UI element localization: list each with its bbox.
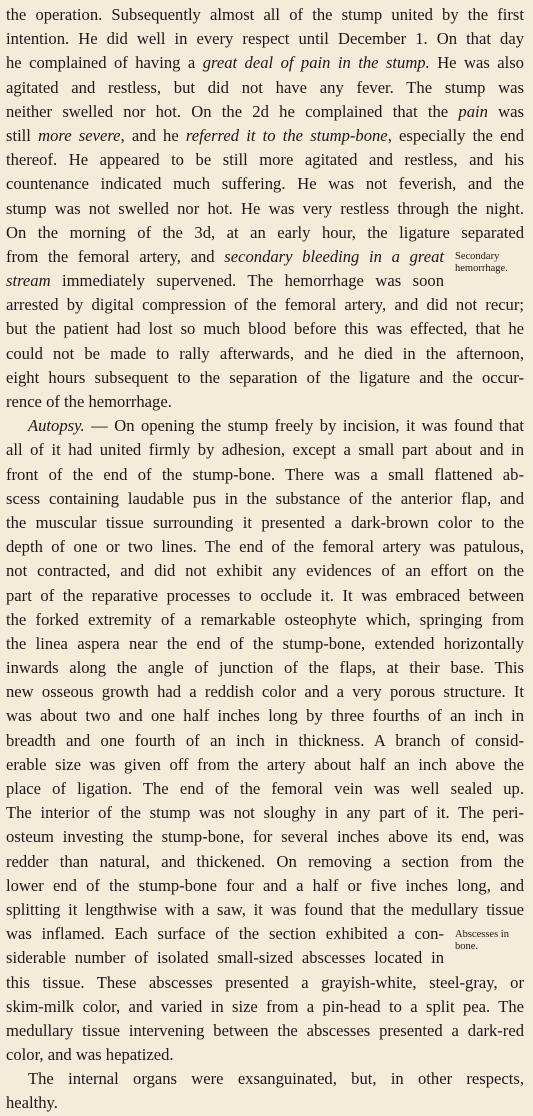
text-line xyxy=(6,680,524,704)
text-line xyxy=(6,390,524,414)
text-segment: The internal organs were exsanguinated, but, in other respects, xyxy=(28,1069,524,1089)
italic-text: Autopsy. xyxy=(28,416,85,436)
text-line xyxy=(6,293,524,317)
text-line xyxy=(6,414,524,438)
text-line xyxy=(6,511,524,535)
text-segment: He was also xyxy=(429,53,524,73)
text-segment: countenance indicated much suffering. He was not feverish, and the xyxy=(6,174,524,194)
text-segment: osteum investing the stump-bone, for several inches above its end, was xyxy=(6,827,524,847)
text-segment: was xyxy=(487,101,524,121)
text-line xyxy=(6,51,524,75)
text-segment: On the morning of the 3d, at an early hour, the ligature separated xyxy=(6,222,524,242)
text-segment: front of the end of the stump-bone. There was a small flattened ab- xyxy=(6,464,524,484)
italic-text: secondary bleeding in a great xyxy=(224,246,445,266)
text-line xyxy=(6,366,524,390)
text-segment: — On opening the stump freely by incision, it was found that xyxy=(84,416,524,436)
text-segment: inwards along the angle of junction of the flaps, at their base. This xyxy=(6,658,524,678)
text-segment: neither swelled nor hot. On the 2d he complained that the xyxy=(6,101,459,121)
text-segment: was about two and one half inches long by three fourths of an inch in xyxy=(6,706,524,726)
text-segment: thereof. He appeared to be still more agitated and restless, and his xyxy=(6,150,524,170)
text-segment: , and he xyxy=(120,125,186,145)
text-segment: erable size was given off from the artery about half an inch above the xyxy=(6,754,524,774)
text-line xyxy=(6,704,524,728)
text-segment: healthy. xyxy=(6,1093,58,1113)
text-line xyxy=(6,995,524,1019)
text-segment: redder than natural, and thickened. On removing a section from the xyxy=(6,851,524,871)
margin-note-secondary xyxy=(455,251,508,275)
text-segment: but the patient had lost so much blood before this was effected, that he xyxy=(6,319,524,339)
text-line xyxy=(6,463,524,487)
text-line xyxy=(6,729,524,753)
text-line xyxy=(6,3,524,27)
text-segment: splitting it lengthwise with a saw, it was found that the medullary tissue xyxy=(6,899,524,919)
italic-text: stream xyxy=(6,271,51,291)
text-segment: , especially the end xyxy=(387,125,524,145)
text-line xyxy=(6,608,524,632)
text-line xyxy=(6,1019,524,1043)
text-line xyxy=(6,656,524,680)
text-segment: immediately supervened. The hemorrhage was soon xyxy=(50,271,444,291)
text-line xyxy=(6,874,524,898)
text-line xyxy=(6,487,524,511)
text-segment: not contracted, and did not exhibit any evidences of an effort on the xyxy=(6,561,524,581)
text-segment: lower end of the stump-bone four and a half or five inches long, and xyxy=(6,875,524,895)
text-line xyxy=(6,317,524,341)
text-line xyxy=(6,124,524,148)
text-line xyxy=(6,535,524,559)
text-segment: color, and was hepatized. xyxy=(6,1045,174,1065)
text-segment: medullary tissue intervening between the abscesses presented a dark-red xyxy=(6,1020,524,1040)
text-segment: agitated and restless, but did not have any fever. The stump was xyxy=(6,77,524,97)
text-line xyxy=(6,777,524,801)
text-segment: skim-milk color, and varied in size from a pin-head to a split pea. The xyxy=(6,996,524,1016)
text-segment: eight hours subsequent to the separation of the ligature and the occur- xyxy=(6,367,524,387)
text-segment: the muscular tissue surrounding it presented a dark-brown color to the xyxy=(6,512,524,532)
text-segment: the forked extremity of a remarkable osteophyte which, springing from xyxy=(6,609,524,629)
margin-note-line: bone. xyxy=(455,940,479,952)
text-line xyxy=(6,438,524,462)
italic-text: great deal of pain in the stump. xyxy=(202,53,430,73)
margin-note-line: hemorrhage. xyxy=(455,263,508,274)
text-line xyxy=(6,559,524,583)
text-segment: rence of the hemorrhage. xyxy=(6,392,172,411)
text-line xyxy=(6,148,524,172)
text-segment: still xyxy=(6,125,39,145)
text-segment: scess containing laudable pus in the substance of the anterior flap, and xyxy=(6,488,524,508)
text-line xyxy=(6,221,524,245)
text-line xyxy=(6,632,524,656)
text-line xyxy=(6,584,524,608)
margin-note-abscesses xyxy=(455,929,509,953)
text-line xyxy=(6,825,524,849)
text-segment: arrested by digital compression of the femoral artery, and did not recur; xyxy=(6,295,524,315)
text-segment: he complained of having a xyxy=(6,53,203,73)
text-line xyxy=(6,753,524,777)
text-segment: intention. He did well in every respect until December 1. On that day xyxy=(6,29,524,49)
text-line xyxy=(6,27,524,51)
text-line xyxy=(6,1091,524,1115)
text-segment: The interior of the stump was not sloughy in any part of it. The peri- xyxy=(6,803,524,823)
body-text xyxy=(6,3,533,1116)
text-segment: the linea aspera near the end of the stump-bone, extended horizontally xyxy=(6,633,524,653)
text-segment: from the femoral artery, and xyxy=(6,246,225,266)
text-line xyxy=(6,971,524,995)
text-line xyxy=(6,100,524,124)
text-line xyxy=(6,342,524,366)
text-segment: breadth and one fourth of an inch in thickness. A branch of consid- xyxy=(6,730,524,750)
text-segment: siderable number of isolated small-sized abscesses located in xyxy=(6,948,444,968)
text-segment: the operation. Subsequently almost all of the stump united by the first xyxy=(6,5,524,24)
text-line xyxy=(6,245,444,269)
text-line xyxy=(6,1043,524,1067)
text-line xyxy=(6,1067,524,1091)
text-line xyxy=(6,801,524,825)
text-line xyxy=(6,76,524,100)
text-segment: this tissue. These abscesses presented a grayish-white, steel-gray, or xyxy=(6,972,524,992)
text-line xyxy=(6,850,524,874)
text-line xyxy=(6,172,524,196)
text-segment: depth of one or two lines. The end of the femoral artery was patulous, xyxy=(6,537,524,557)
text-line xyxy=(6,898,524,922)
text-segment: was inflamed. Each surface of the section exhibited a con- xyxy=(6,924,444,944)
text-line xyxy=(6,946,444,970)
text-segment: new osseous growth had a reddish color and a very porous structure. It xyxy=(6,682,524,702)
italic-text: more severe xyxy=(38,125,121,145)
text-line xyxy=(6,197,524,221)
text-segment: place of ligation. The end of the femoral vein was well sealed up. xyxy=(6,779,524,798)
text-segment: all of it had united firmly by adhesion, except a small part about and in xyxy=(6,440,524,460)
text-segment: stump was not swelled nor hot. He was very restless through the night. xyxy=(6,198,524,218)
margin-note-line: Abscesses in xyxy=(455,928,509,940)
text-segment: part of the reparative processes to occlude it. It was embraced between xyxy=(6,585,524,605)
italic-text: pain xyxy=(458,101,488,121)
text-segment: could not be made to rally afterwards, and he died in the afternoon, xyxy=(6,343,524,363)
text-line xyxy=(6,922,444,946)
italic-text: referred it to the stump-bone xyxy=(185,125,388,145)
text-line xyxy=(6,269,444,293)
margin-note-line: Secondary xyxy=(455,251,500,262)
